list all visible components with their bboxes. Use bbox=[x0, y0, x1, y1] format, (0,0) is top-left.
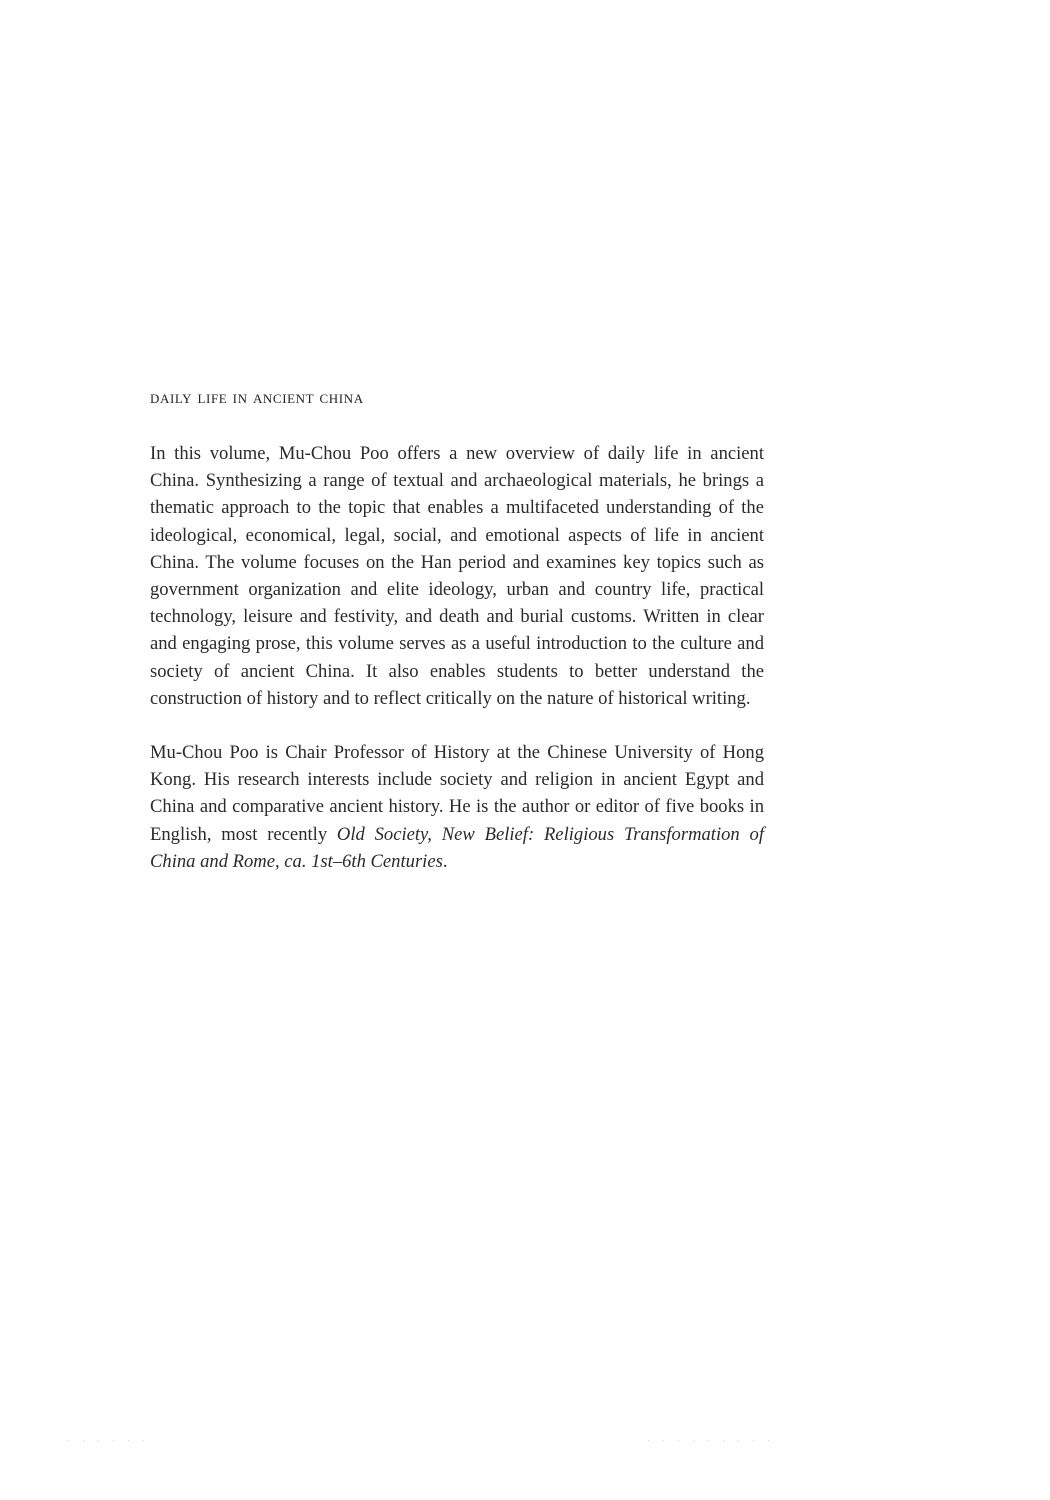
text-block bbox=[150, 384, 764, 875]
book-title: Old Society, New Belief: Religious Transformation of China and Rome, ca. 1st–6th Centuries bbox=[150, 823, 764, 872]
author-bio-paragraph bbox=[150, 739, 764, 875]
author-bio-text: Mu-Chou Poo is Chair Professor of History at the Chinese University of Hong Kong. His research interests include society and religion in ancient Egypt and China and comparative ancient history. He is the author or editor of five books in English, most recently bbox=[150, 742, 764, 845]
summary-paragraph: In this volume, Mu-Chou Poo offers a new overview of daily life in ancient China. Synthesizing a range of textual and archaeological materials, he brings a thematic approach to the topic that enables a multifaceted understanding of the ideological, economical, legal, social, and emotional aspects of life in ancient China. The volume focuses on the Han period and examines key topics such as government organization and elite ideology, urban and country life, practical technology, leisure and festivity, and death and burial customs. Written in clear and engaging prose, this volume serves as a useful introduction to the culture and society of ancient China. It also enables students to better understand the construction of history and to reflect critically on the nature of historical writing. bbox=[150, 443, 764, 709]
footer-faint-marks-left: . . . . . . bbox=[68, 1437, 151, 1443]
footer-faint-marks-right: . . . . . . . . . bbox=[648, 1437, 776, 1443]
author-bio-end: . bbox=[442, 850, 448, 872]
page-title: daily life in ancient china bbox=[150, 387, 364, 408]
